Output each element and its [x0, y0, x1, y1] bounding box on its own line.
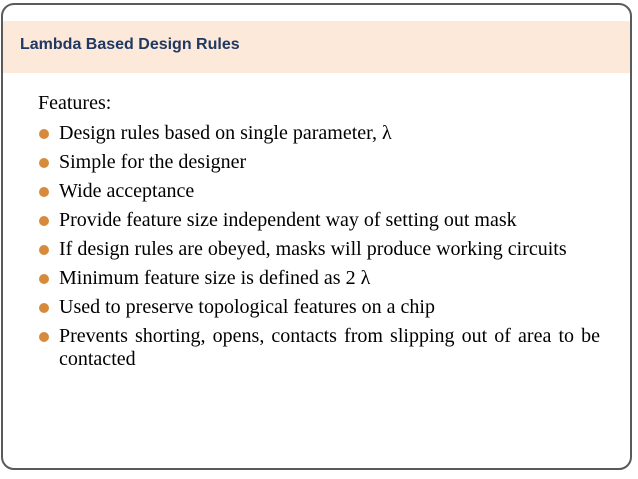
- bullet-icon: [39, 274, 49, 284]
- bullet-text: Wide acceptance: [59, 180, 195, 202]
- bullet-icon: [39, 158, 49, 168]
- bullet-item-feature-size-independent: [38, 209, 600, 232]
- bullet-list: [38, 122, 600, 371]
- bullet-text: Minimum feature size is defined as 2 λ: [59, 267, 371, 289]
- bullet-icon: [39, 303, 49, 313]
- bullet-text: If design rules are obeyed, masks will produce working circuits: [59, 238, 567, 260]
- slide-title: Lambda Based Design Rules: [20, 36, 240, 53]
- bullet-item-minimum-feature-size: [38, 267, 600, 290]
- bullet-icon: [39, 129, 49, 139]
- bullet-icon: [39, 332, 49, 342]
- bullet-item-topological-features: [38, 296, 600, 319]
- bullet-text: Prevents shorting, opens, contacts from slipping out of area to be contacted: [59, 325, 600, 370]
- bullet-text: Simple for the designer: [59, 151, 247, 173]
- bullet-item-prevents-shorting: [38, 325, 600, 371]
- features-heading: Features:: [38, 92, 112, 114]
- bullet-icon: [39, 245, 49, 255]
- bullet-item-working-circuits: [38, 238, 600, 261]
- bullet-item-wide-acceptance: [38, 180, 600, 203]
- bullet-icon: [39, 187, 49, 197]
- bullet-text: Used to preserve topological features on a chip: [59, 296, 435, 318]
- bullet-text: Provide feature size independent way of setting out mask: [59, 209, 517, 231]
- slide-content: [38, 90, 600, 377]
- bullet-item-rules-single-parameter: [38, 122, 600, 145]
- bullet-item-simple-designer: [38, 151, 600, 174]
- bullet-text: Design rules based on single parameter, λ: [59, 122, 392, 144]
- bullet-icon: [39, 216, 49, 226]
